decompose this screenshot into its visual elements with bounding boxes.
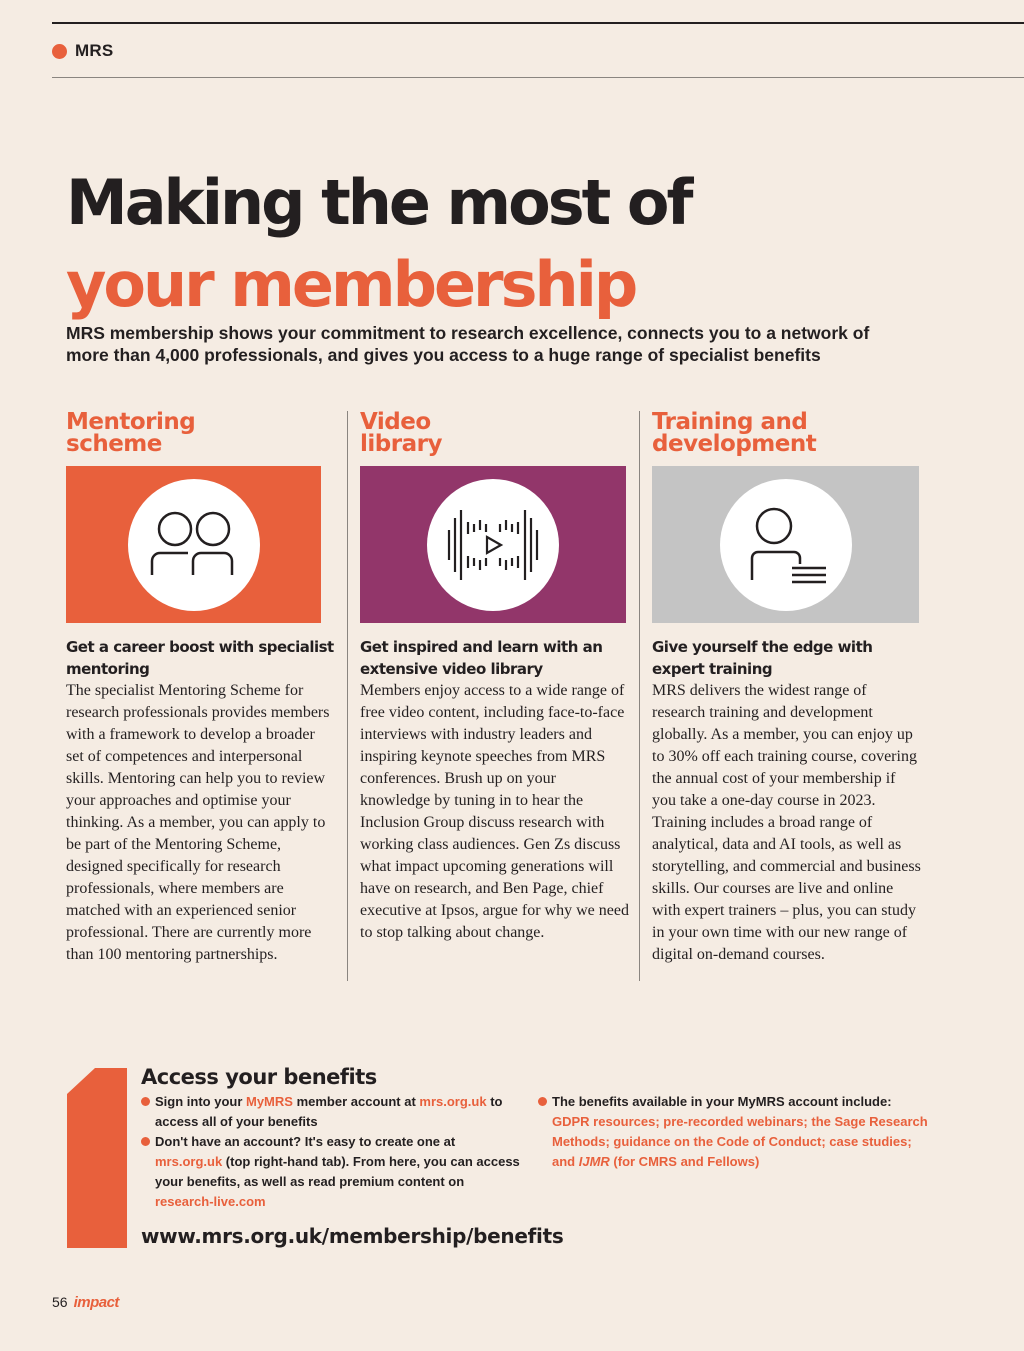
column-body: Members enjoy access to a wide range of free video content, including face-to-face interviews with industry leaders and inspiring keynote speeches from MRS conferences. Brush up on your knowledge by tuning in to hear the Inclusion Group discuss research with working class audiences. Gen Zs discuss what impact upcoming generations will have on research, and Ben Page, chief executive at Ipsos, argue for why we need to stop talking about change.: [360, 682, 629, 941]
page-title: [66, 162, 690, 326]
section-tag: [52, 41, 113, 61]
column-divider: [639, 411, 640, 981]
column-heading: [66, 408, 336, 458]
research-live-link[interactable]: research-live.com: [155, 1194, 266, 1209]
text: Don't have an account? It's easy to create one at: [155, 1134, 456, 1149]
list-item: [141, 1132, 521, 1212]
column-body: The specialist Mentoring Scheme for research professionals provides members with a framework to develop a broader set of competences and interpersonal skills. Mentoring can help you to review your approaches and optimise your thinking. As a member, you can apply to be part of the Mentoring Scheme, designed specifically for research professionals, where members are matched with an experienced senior professional. There are currently more than 100 mentoring partnerships.: [66, 682, 330, 963]
heading-line-1: Training and: [652, 409, 808, 435]
video-image: [360, 466, 626, 623]
section-label: MRS: [75, 41, 114, 60]
mrs-org-link[interactable]: mrs.org.uk: [419, 1094, 487, 1109]
mentoring-image: [66, 466, 321, 623]
trainer-icon: [736, 500, 836, 590]
list-item: [141, 1092, 521, 1132]
section-dot: [52, 44, 67, 59]
benefits-list: [141, 1092, 521, 1212]
benefits-accent-bar: [67, 1068, 127, 1248]
benefits-title: Access your benefits: [141, 1065, 377, 1089]
title-line-2: your membership: [66, 248, 636, 321]
column-video: [360, 408, 630, 944]
list-item: [538, 1092, 928, 1172]
heading-line-1: Video: [360, 409, 431, 435]
heading-line-2: library: [360, 431, 442, 457]
icon-circle: [720, 479, 852, 611]
text: benefits: [578, 1094, 629, 1109]
training-image: [652, 466, 919, 623]
column-divider: [347, 411, 348, 981]
ijmr-text: IJMR: [578, 1154, 610, 1169]
benefits-url[interactable]: www.mrs.org.uk/membership/benefits: [141, 1224, 564, 1248]
sub-rule: [52, 77, 1024, 78]
magazine-logo: impact: [73, 1294, 119, 1311]
text: (top right-hand tab). From here, you can access your benefits, as well as read premium content on: [155, 1154, 520, 1189]
column-body: MRS delivers the widest range of research training and development globally. As a member, you can enjoy up to 30% off each training course, covering the annual cost of your membership if you take a one-day course in 2023. Training includes a broad range of analytical, data and AI tools, as well as storytelling, and commercial and business skills. Our courses are live and online with expert trainers – plus, you can study in your own time with our new range of digital on-demand courses.: [652, 682, 921, 963]
column-subheading: Give yourself the edge with expert training: [652, 638, 873, 678]
icon-circle: [128, 479, 260, 611]
benefits-list-right: [538, 1092, 928, 1172]
column-mentoring: [66, 408, 336, 966]
people-icon: [144, 505, 244, 585]
column-training: [652, 408, 922, 966]
text: member account at: [292, 1094, 420, 1109]
icon-circle: [427, 479, 559, 611]
text: Sign into your: [155, 1094, 246, 1109]
benefits-detail: (for CMRS and Fellows): [609, 1154, 760, 1169]
mymrs-link[interactable]: MyMRS: [246, 1094, 293, 1109]
column-heading: [360, 408, 630, 458]
heading-line-2: scheme: [66, 431, 162, 457]
benefits-detail: GDPR resources; pre-recorded webinars; the Sage Research Methods; guidance on the Code of Conduct; case studies; and: [552, 1114, 928, 1169]
heading-line-2: development: [652, 431, 817, 457]
title-line-1: Making the most of: [66, 166, 691, 239]
text: The: [552, 1094, 579, 1109]
mrs-org-link[interactable]: mrs.org.uk: [155, 1154, 223, 1169]
text: available in your MyMRS account include:: [628, 1094, 892, 1109]
page-number: 56: [52, 1294, 68, 1310]
page-footer: [52, 1294, 119, 1311]
column-heading: [652, 408, 922, 458]
top-rule: [52, 22, 1024, 24]
intro-text: MRS membership shows your commitment to research excellence, connects you to a network of more than 4,000 professionals, and gives you access to a huge range of specialist benefits: [66, 323, 870, 365]
text: to access all of your benefits: [155, 1094, 503, 1129]
video-play-icon: [443, 500, 543, 590]
column-subheading: Get a career boost with specialist mentoring: [66, 638, 334, 678]
heading-line-1: Mentoring: [66, 409, 196, 435]
column-subheading: Get inspired and learn with an extensive video library: [360, 638, 603, 678]
